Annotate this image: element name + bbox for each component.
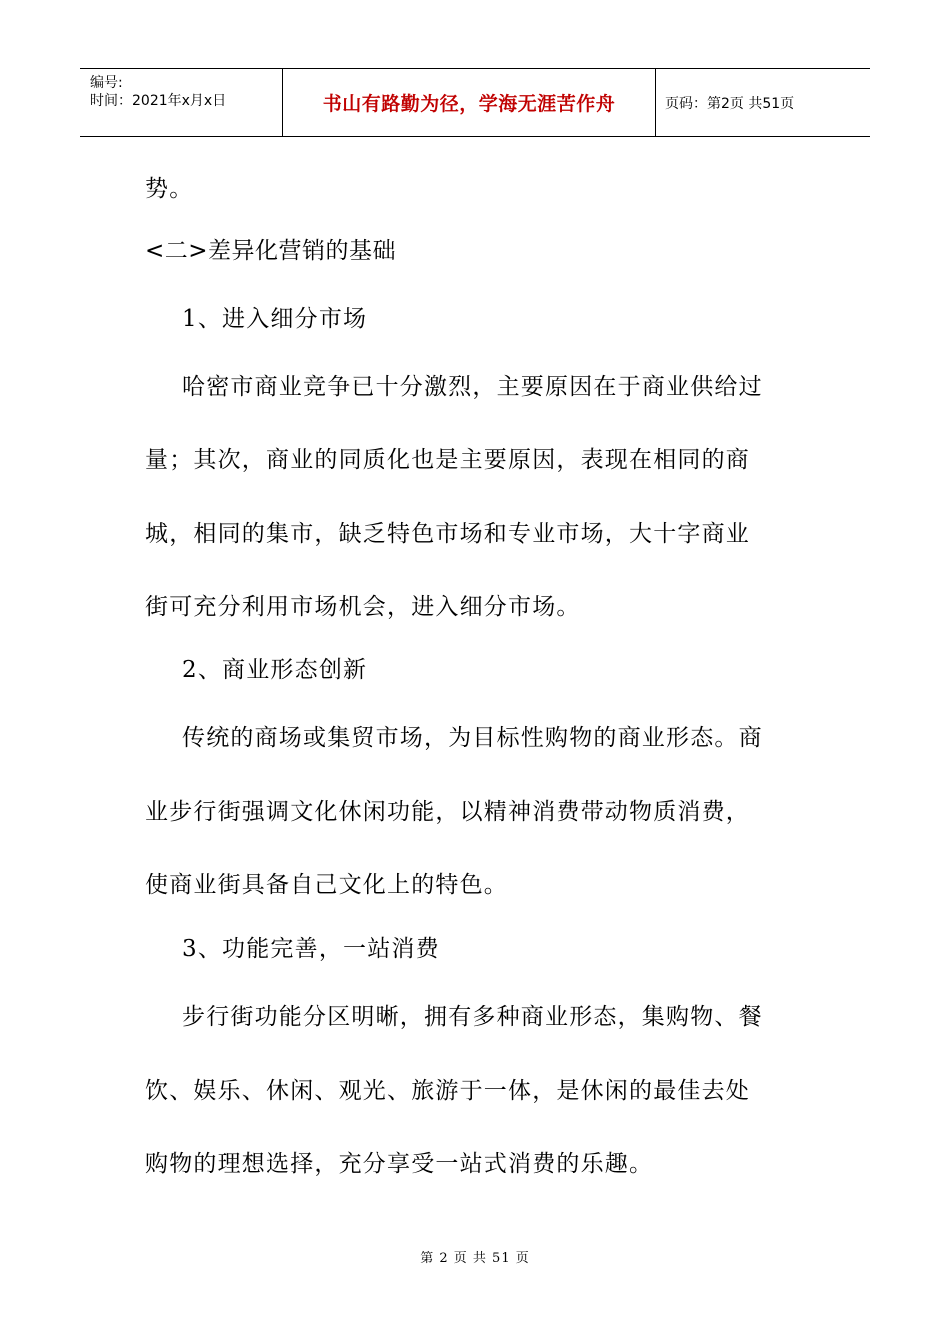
subsection-heading: 3、功能完善，一站消费 [182, 936, 440, 962]
paragraph-line: 势。 [145, 176, 194, 202]
header-page-cell [655, 69, 870, 136]
page-footer: 第 2 页 共 51 页 [420, 1251, 530, 1266]
paragraph-line: 量；其次，商业的同质化也是主要原因，表现在相同的商 [145, 447, 750, 473]
subsection-heading: 1、进入细分市场 [182, 306, 368, 332]
paragraph-line: 传统的商场或集贸市场，为目标性购物的商业形态。商 [182, 725, 763, 751]
header-motto: 书山有路勤为径，学海无涯苦作舟 [322, 93, 616, 115]
paragraph-line: 街可充分利用市场机会，进入细分市场。 [145, 594, 581, 620]
section-heading: <二>差异化营销的基础 [145, 238, 397, 264]
document-date-label: 时间：2021年x月x日 [90, 93, 227, 109]
header-meta-cell [80, 69, 282, 136]
page-header [80, 68, 870, 137]
paragraph-line: 业步行街强调文化休闲功能，以精神消费带动物质消费， [145, 799, 750, 825]
document-number-label: 编号: [90, 75, 123, 91]
paragraph-line: 购物的理想选择，充分享受一站式消费的乐趣。 [145, 1151, 654, 1177]
header-page-info: 页码：第2页 共51页 [665, 95, 795, 112]
subsection-heading: 2、商业形态创新 [182, 657, 368, 683]
paragraph-line: 饮、娱乐、休闲、观光、旅游于一体，是休闲的最佳去处 [145, 1078, 750, 1104]
header-motto-cell [282, 69, 656, 136]
paragraph-line: 使商业街具备自己文化上的特色。 [145, 872, 508, 898]
paragraph-line: 城，相同的集市，缺乏特色市场和专业市场，大十字商业 [145, 521, 750, 547]
paragraph-line: 哈密市商业竞争已十分激烈，主要原因在于商业供给过 [182, 374, 763, 400]
paragraph-line: 步行街功能分区明晰，拥有多种商业形态，集购物、餐 [182, 1004, 763, 1030]
